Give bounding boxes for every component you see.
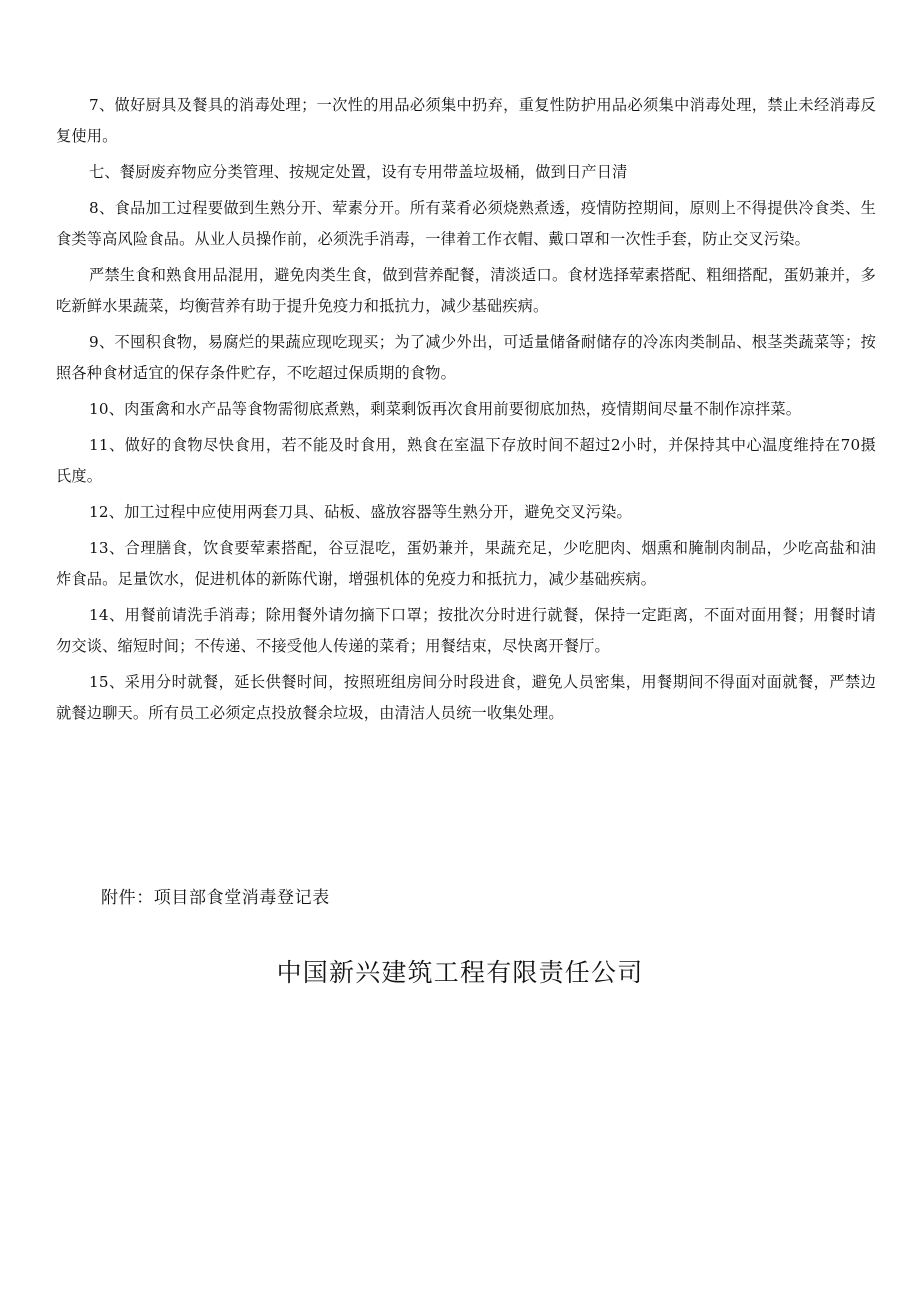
company-name: 中国新兴建筑工程有限责任公司 <box>276 958 644 987</box>
paragraph-item-7: 7、做好厨具及餐具的消毒处理；一次性的用品必须集中扔弃，重复性防护用品必须集中消毒处理，禁止未经消毒反复使用。 <box>56 96 876 145</box>
paragraph-item-15: 15、采用分时就餐，延长供餐时间，按照班组房间分时段进食，避免人员密集，用餐期间不得面对面就餐，严禁边就餐边聊天。所有员工必须定点投放餐余垃圾，由清洁人员统一收集处理。 <box>56 673 876 722</box>
paragraph-item-14: 14、用餐前请洗手消毒；除用餐外请勿摘下口罩；按批次分时进行就餐，保持一定距离，不面对面用餐；用餐时请勿交谈、缩短时间；不传递、不接受他人传递的菜肴；用餐结束，尽快离开餐厅。 <box>56 606 876 655</box>
paragraph-item-13: 13、合理膳食，饮食要荤素搭配，谷豆混吃，蛋奶兼并，果蔬充足，少吃肥肉、烟熏和腌制肉制品，少吃高盐和油炸食品。足量饮水，促进机体的新陈代谢，增强机体的免疫力和抵抗力，减少基础疾病。 <box>56 539 876 588</box>
attachment-note: 附件：项目部食堂消毒登记表 <box>101 888 330 908</box>
paragraph-item-10: 10、肉蛋禽和水产品等食物需彻底煮熟，剩菜剩饭再次食用前要彻底加热，疫情期间尽量不制作凉拌菜。 <box>89 400 802 418</box>
paragraph-item-8: 8、食品加工过程要做到生熟分开、荤素分开。所有菜肴必须烧熟煮透，疫情防控期间，原则上不得提供冷食类、生食类等高风险食品。从业人员操作前，必须洗手消毒，一律着工作衣帽、戴口罩和一次性手套，防止交叉污染。 <box>56 199 876 248</box>
paragraph-raw-cooked-separation: 严禁生食和熟食用品混用，避免肉类生食，做到营养配餐，清淡适口。食材选择荤素搭配、粗细搭配，蛋奶兼并，多吃新鲜水果蔬菜，均衡营养有助于提升免疫力和抵抗力，减少基础疾病。 <box>56 266 876 315</box>
document-body <box>56 90 876 734</box>
paragraph-item-9: 9、不囤积食物，易腐烂的果蔬应现吃现买；为了减少外出，可适量储备耐储存的冷冻肉类制品、根茎类蔬菜等；按照各种食材适宜的保存条件贮存，不吃超过保质期的食物。 <box>56 333 876 382</box>
paragraph-section-seven: 七、餐厨废弃物应分类管理、按规定处置，设有专用带盖垃圾桶，做到日产日清 <box>89 163 628 181</box>
paragraph-item-12: 12、加工过程中应使用两套刀具、砧板、盛放容器等生熟分开，避免交叉污染。 <box>89 503 632 521</box>
paragraph-item-11: 11、做好的食物尽快食用，若不能及时食用，熟食在室温下存放时间不超过2小时，并保持其中心温度维持在70摄氏度。 <box>56 436 876 485</box>
